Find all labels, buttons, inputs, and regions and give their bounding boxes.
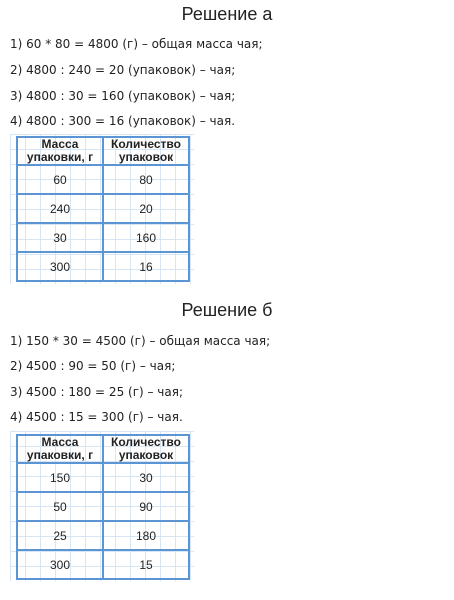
cell-mass: 60: [17, 165, 103, 194]
table-row: [17, 492, 189, 521]
solution-a-line-4: 4) 4800 : 300 = 16 (упаковок) – чая.: [10, 114, 236, 128]
heading-solution-b: Решение б: [181, 300, 273, 320]
table-row: [17, 194, 189, 223]
table-solution-a: [16, 136, 190, 282]
solution-b-line-2: 2) 4500 : 90 = 50 (г) – чая;: [10, 359, 176, 373]
solution-b-line-3: 3) 4500 : 180 = 25 (г) – чая;: [10, 385, 184, 399]
header-package-count: Количество упаковок: [103, 435, 189, 463]
cell-count: 160: [103, 223, 189, 252]
table-row: [17, 550, 189, 579]
solution-a-line-1: 1) 60 * 80 = 4800 (г) – общая масса чая;: [10, 37, 263, 51]
cell-mass: 150: [17, 463, 103, 492]
solution-a-line-2: 2) 4800 : 240 = 20 (упаковок) – чая;: [10, 63, 236, 77]
table-header-row: [17, 435, 189, 463]
table-header-row: [17, 137, 189, 165]
cell-count: 15: [103, 550, 189, 579]
cell-count: 20: [103, 194, 189, 223]
cell-count: 80: [103, 165, 189, 194]
cell-mass: 30: [17, 223, 103, 252]
solution-a-line-3: 3) 4800 : 30 = 160 (упаковок) – чая;: [10, 89, 236, 103]
table-row: [17, 521, 189, 550]
table-row: [17, 223, 189, 252]
cell-count: 16: [103, 252, 189, 281]
heading-solution-a: Решение а: [181, 4, 273, 24]
cell-mass: 25: [17, 521, 103, 550]
table-row: [17, 463, 189, 492]
cell-count: 90: [103, 492, 189, 521]
cell-mass: 300: [17, 550, 103, 579]
solution-b-line-4: 4) 4500 : 15 = 300 (г) – чая.: [10, 410, 183, 424]
cell-count: 30: [103, 463, 189, 492]
table-solution-b: [16, 434, 190, 580]
cell-mass: 300: [17, 252, 103, 281]
header-package-count: Количество упаковок: [103, 137, 189, 165]
cell-mass: 240: [17, 194, 103, 223]
header-package-mass: Масса упаковки, г: [17, 137, 103, 165]
table-row: [17, 165, 189, 194]
cell-count: 180: [103, 521, 189, 550]
table-row: [17, 252, 189, 281]
solution-b-line-1: 1) 150 * 30 = 4500 (г) – общая масса чая;: [10, 334, 271, 348]
header-package-mass: Масса упаковки, г: [17, 435, 103, 463]
cell-mass: 50: [17, 492, 103, 521]
